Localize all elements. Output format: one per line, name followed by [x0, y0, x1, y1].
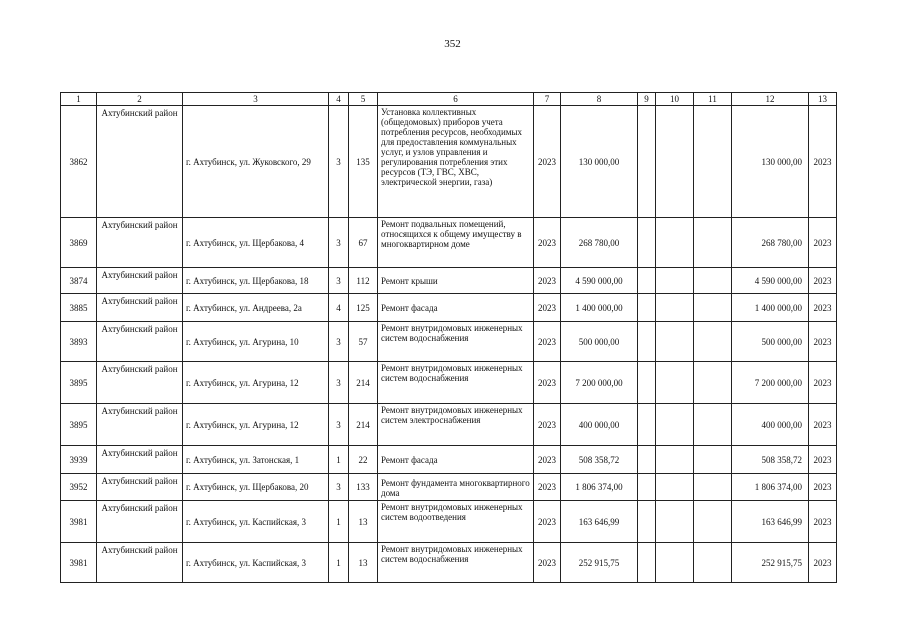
table-row	[61, 474, 837, 501]
cell-apts: 22	[349, 446, 378, 474]
cell-work: Ремонт внутридомовых инженерных систем электроснабжения	[378, 404, 534, 446]
cell-work: Установка коллективных (общедомовых) приборов учета потребления ресурсов, необходимых для предоставления коммунальных услуг, и узлов управления и регулирования потребления этих ресурсов (ТЭ, ГВС, ХВС, электрической энергии, газа)	[378, 106, 534, 218]
cell-10	[656, 404, 694, 446]
col-header: 4	[329, 93, 349, 106]
cell-district: Ахтубинский район	[97, 404, 183, 446]
cell-end-year: 2023	[809, 322, 837, 362]
cell-11	[694, 543, 732, 583]
cell-apts: 125	[349, 294, 378, 322]
cell-9	[638, 268, 656, 294]
cell-id: 3869	[61, 218, 97, 268]
cell-address: г. Ахтубинск, ул. Щербакова, 18	[183, 268, 329, 294]
cell-apts: 133	[349, 474, 378, 501]
cell-end-year: 2023	[809, 268, 837, 294]
cell-cost: 500 000,00	[561, 322, 638, 362]
cell-10	[656, 446, 694, 474]
col-header: 7	[534, 93, 561, 106]
col-header: 8	[561, 93, 638, 106]
cell-11	[694, 474, 732, 501]
cell-district: Ахтубинский район	[97, 218, 183, 268]
cell-district: Ахтубинский район	[97, 362, 183, 404]
cell-11	[694, 106, 732, 218]
page-number: 352	[444, 38, 461, 50]
cell-address: г. Ахтубинск, ул. Жуковского, 29	[183, 106, 329, 218]
cell-cost: 508 358,72	[561, 446, 638, 474]
cell-work: Ремонт фасада	[378, 446, 534, 474]
cell-district: Ахтубинский район	[97, 268, 183, 294]
cell-total: 252 915,75	[732, 543, 809, 583]
cell-year: 2023	[534, 446, 561, 474]
cell-address: г. Ахтубинск, ул. Андреева, 2а	[183, 294, 329, 322]
cell-apts: 13	[349, 501, 378, 543]
cell-11	[694, 362, 732, 404]
col-header: 6	[378, 93, 534, 106]
col-header: 12	[732, 93, 809, 106]
cell-cost: 1 806 374,00	[561, 474, 638, 501]
cell-id: 3885	[61, 294, 97, 322]
cell-work: Ремонт фасада	[378, 294, 534, 322]
cell-cost: 163 646,99	[561, 501, 638, 543]
cell-id: 3895	[61, 404, 97, 446]
cell-address: г. Ахтубинск, ул. Затонская, 1	[183, 446, 329, 474]
cell-9	[638, 474, 656, 501]
cell-end-year: 2023	[809, 501, 837, 543]
cell-floors: 3	[329, 404, 349, 446]
cell-year: 2023	[534, 268, 561, 294]
cell-end-year: 2023	[809, 218, 837, 268]
cell-floors: 3	[329, 474, 349, 501]
cell-address: г. Ахтубинск, ул. Щербакова, 20	[183, 474, 329, 501]
cell-10	[656, 474, 694, 501]
cell-address: г. Ахтубинск, ул. Агурина, 10	[183, 322, 329, 362]
cell-total: 130 000,00	[732, 106, 809, 218]
cell-9	[638, 404, 656, 446]
cell-work: Ремонт внутридомовых инженерных систем водоотведения	[378, 501, 534, 543]
cell-address: г. Ахтубинск, ул. Агурина, 12	[183, 362, 329, 404]
table-row	[61, 322, 837, 362]
cell-floors: 3	[329, 218, 349, 268]
cell-year: 2023	[534, 543, 561, 583]
cell-10	[656, 501, 694, 543]
cell-district: Ахтубинский район	[97, 106, 183, 218]
cell-id: 3895	[61, 362, 97, 404]
cell-11	[694, 218, 732, 268]
cell-10	[656, 106, 694, 218]
cell-10	[656, 268, 694, 294]
col-header: 1	[61, 93, 97, 106]
cell-9	[638, 218, 656, 268]
cell-11	[694, 446, 732, 474]
col-header: 11	[694, 93, 732, 106]
cell-end-year: 2023	[809, 474, 837, 501]
cell-district: Ахтубинский район	[97, 501, 183, 543]
table-row	[61, 446, 837, 474]
cell-id: 3862	[61, 106, 97, 218]
cell-total: 163 646,99	[732, 501, 809, 543]
table-row	[61, 106, 837, 218]
cell-district: Ахтубинский район	[97, 322, 183, 362]
cell-9	[638, 322, 656, 362]
cell-work: Ремонт внутридомовых инженерных систем водоснабжения	[378, 322, 534, 362]
cell-total: 4 590 000,00	[732, 268, 809, 294]
col-header: 10	[656, 93, 694, 106]
cell-cost: 130 000,00	[561, 106, 638, 218]
cell-year: 2023	[534, 362, 561, 404]
cell-floors: 3	[329, 106, 349, 218]
cell-11	[694, 268, 732, 294]
cell-9	[638, 446, 656, 474]
cell-cost: 268 780,00	[561, 218, 638, 268]
cell-year: 2023	[534, 474, 561, 501]
cell-id: 3981	[61, 501, 97, 543]
col-header: 5	[349, 93, 378, 106]
cell-id: 3981	[61, 543, 97, 583]
cell-9	[638, 362, 656, 404]
col-header: 13	[809, 93, 837, 106]
cell-work: Ремонт внутридомовых инженерных систем водоснабжения	[378, 543, 534, 583]
cell-cost: 4 590 000,00	[561, 268, 638, 294]
cell-10	[656, 543, 694, 583]
cell-year: 2023	[534, 218, 561, 268]
cell-total: 1 806 374,00	[732, 474, 809, 501]
cell-floors: 1	[329, 446, 349, 474]
cell-10	[656, 218, 694, 268]
table-row	[61, 268, 837, 294]
cell-apts: 57	[349, 322, 378, 362]
cell-apts: 214	[349, 362, 378, 404]
cell-district: Ахтубинский район	[97, 543, 183, 583]
cell-end-year: 2023	[809, 362, 837, 404]
cell-total: 7 200 000,00	[732, 362, 809, 404]
cell-10	[656, 294, 694, 322]
cell-apts: 214	[349, 404, 378, 446]
cell-address: г. Ахтубинск, ул. Агурина, 12	[183, 404, 329, 446]
program-table	[60, 92, 837, 583]
cell-end-year: 2023	[809, 446, 837, 474]
cell-total: 268 780,00	[732, 218, 809, 268]
cell-year: 2023	[534, 322, 561, 362]
cell-address: г. Ахтубинск, ул. Каспийская, 3	[183, 501, 329, 543]
cell-floors: 1	[329, 501, 349, 543]
cell-10	[656, 322, 694, 362]
cell-address: г. Ахтубинск, ул. Щербакова, 4	[183, 218, 329, 268]
cell-end-year: 2023	[809, 543, 837, 583]
table-row	[61, 543, 837, 583]
cell-9	[638, 501, 656, 543]
cell-work: Ремонт крыши	[378, 268, 534, 294]
col-header: 2	[97, 93, 183, 106]
cell-cost: 7 200 000,00	[561, 362, 638, 404]
cell-id: 3893	[61, 322, 97, 362]
cell-id: 3939	[61, 446, 97, 474]
cell-floors: 3	[329, 322, 349, 362]
cell-apts: 135	[349, 106, 378, 218]
cell-district: Ахтубинский район	[97, 446, 183, 474]
cell-apts: 13	[349, 543, 378, 583]
cell-total: 500 000,00	[732, 322, 809, 362]
table-row	[61, 404, 837, 446]
cell-id: 3874	[61, 268, 97, 294]
cell-9	[638, 294, 656, 322]
table-row	[61, 294, 837, 322]
cell-end-year: 2023	[809, 294, 837, 322]
table-row	[61, 218, 837, 268]
cell-9	[638, 543, 656, 583]
col-header: 3	[183, 93, 329, 106]
cell-floors: 3	[329, 362, 349, 404]
cell-apts: 67	[349, 218, 378, 268]
cell-cost: 400 000,00	[561, 404, 638, 446]
cell-floors: 1	[329, 543, 349, 583]
cell-end-year: 2023	[809, 404, 837, 446]
cell-cost: 1 400 000,00	[561, 294, 638, 322]
cell-total: 1 400 000,00	[732, 294, 809, 322]
cell-total: 508 358,72	[732, 446, 809, 474]
cell-11	[694, 501, 732, 543]
table-row	[61, 362, 837, 404]
cell-11	[694, 322, 732, 362]
cell-cost: 252 915,75	[561, 543, 638, 583]
header-row	[61, 93, 837, 106]
cell-total: 400 000,00	[732, 404, 809, 446]
cell-work: Ремонт внутридомовых инженерных систем водоснабжения	[378, 362, 534, 404]
cell-year: 2023	[534, 294, 561, 322]
cell-9	[638, 106, 656, 218]
cell-work: Ремонт фундамента многоквартирного дома	[378, 474, 534, 501]
cell-11	[694, 404, 732, 446]
cell-work: Ремонт подвальных помещений, относящихся к общему имуществу в многоквартирном доме	[378, 218, 534, 268]
cell-floors: 4	[329, 294, 349, 322]
cell-end-year: 2023	[809, 106, 837, 218]
cell-year: 2023	[534, 501, 561, 543]
cell-floors: 3	[329, 268, 349, 294]
cell-apts: 112	[349, 268, 378, 294]
cell-district: Ахтубинский район	[97, 474, 183, 501]
table-row	[61, 501, 837, 543]
cell-10	[656, 362, 694, 404]
cell-district: Ахтубинский район	[97, 294, 183, 322]
cell-year: 2023	[534, 106, 561, 218]
cell-id: 3952	[61, 474, 97, 501]
cell-address: г. Ахтубинск, ул. Каспийская, 3	[183, 543, 329, 583]
cell-year: 2023	[534, 404, 561, 446]
col-header: 9	[638, 93, 656, 106]
cell-11	[694, 294, 732, 322]
